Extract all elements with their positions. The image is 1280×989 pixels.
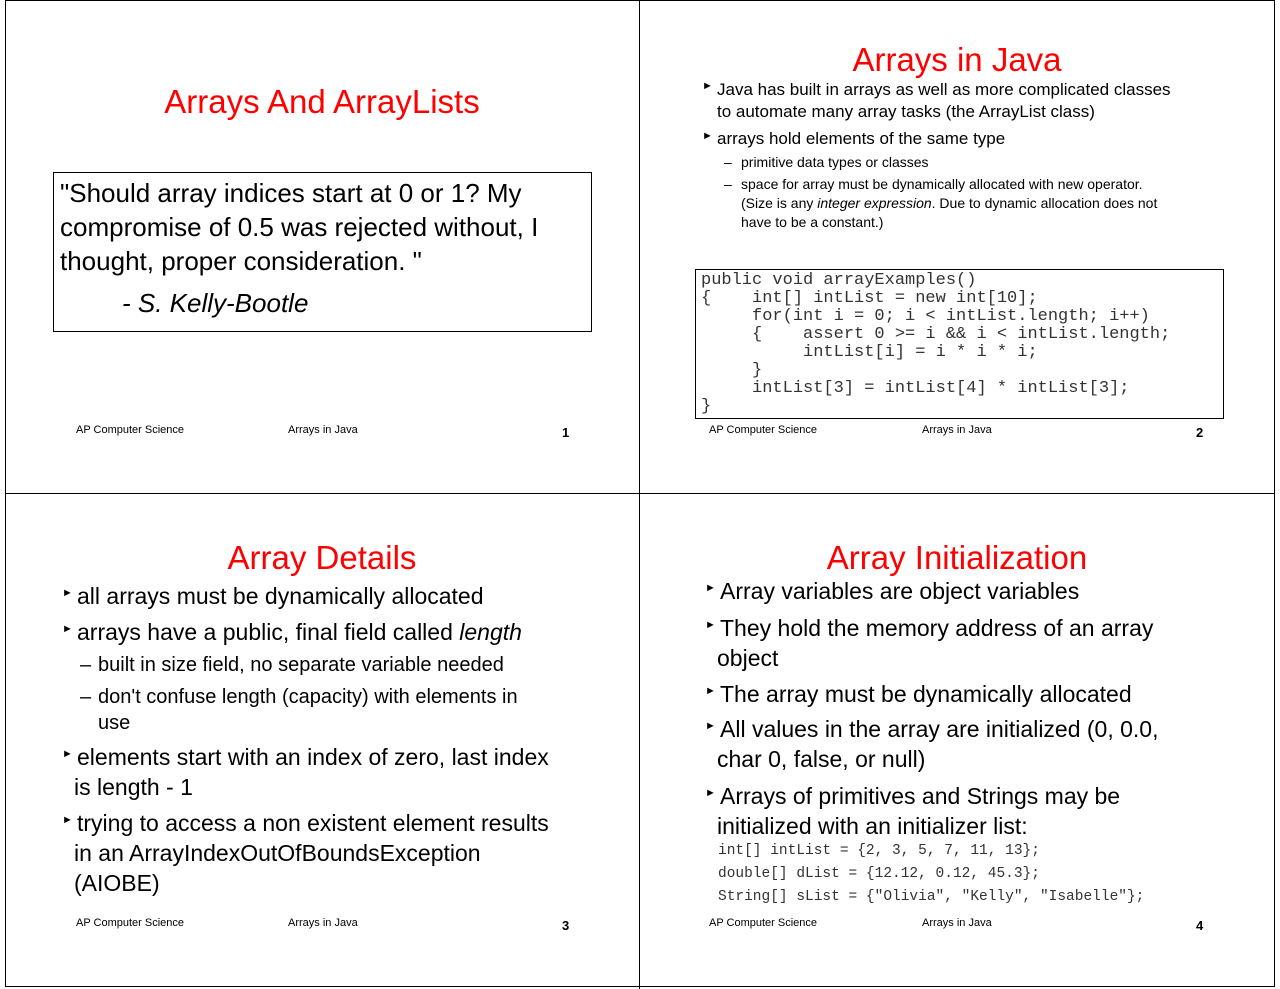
page-number: 1 xyxy=(562,425,570,440)
sub-bullet-text: primitive data types or classes xyxy=(741,154,929,170)
bullet-text: is length - 1 xyxy=(74,774,193,800)
slide-4-title: Array Initialization xyxy=(826,539,1088,576)
text-part: . Due to dynamic allocation does not xyxy=(931,195,1158,211)
bullet-text: elements start with an index of zero, last index xyxy=(77,744,549,770)
text-part: (Size is any xyxy=(741,195,818,211)
footer-topic: Arrays in Java xyxy=(288,424,358,436)
horizontal-divider xyxy=(5,493,1275,494)
bullet-arrow-icon: ► xyxy=(702,80,713,92)
slide-1-title: Arrays And ArrayLists xyxy=(164,83,480,120)
code-line: int[] intList = {2, 3, 5, 7, 11, 13}; xyxy=(718,843,1040,859)
page-number: 2 xyxy=(1196,425,1204,440)
footer-topic: Arrays in Java xyxy=(922,424,992,436)
sub-dash: – xyxy=(80,686,92,708)
bullet-arrow-icon: ► xyxy=(705,582,716,594)
bullet-text: trying to access a non existent element results xyxy=(77,810,549,836)
sub-bullet-text: built in size field, no separate variable needed xyxy=(98,654,504,676)
footer-course: AP Computer Science xyxy=(709,917,818,929)
bullet-arrow-icon: ► xyxy=(702,130,713,142)
code-line: double[] dList = {12.12, 0.12, 45.3}; xyxy=(718,866,1040,882)
quote-box xyxy=(53,172,592,332)
page-number: 3 xyxy=(562,918,570,933)
emphasis-text: length xyxy=(459,619,522,645)
bullet-text: in an ArrayIndexOutOfBoundsException xyxy=(74,840,481,866)
bullet-text: all arrays must be dynamically allocated xyxy=(77,583,484,609)
page-number: 4 xyxy=(1196,918,1204,933)
footer-course: AP Computer Science xyxy=(76,424,185,436)
bullet-text: They hold the memory address of an array xyxy=(720,615,1154,641)
code-block: public void arrayExamples() { int[] intList = new int[10]; for(int i = 0; i < intList.length; i++) { assert 0 >= i && i < intList.length; intList[i] = i * i * i; } intList[3] = intList[4] * intList[3]; } xyxy=(695,269,1224,419)
slide-3-title: Array Details xyxy=(227,539,417,576)
bullet-text: initialized with an initializer list: xyxy=(717,813,1028,839)
bullet-text: char 0, false, or null) xyxy=(717,746,926,772)
bullet-text: arrays hold elements of the same type xyxy=(717,129,1006,148)
bullet-arrow-icon: ► xyxy=(705,720,716,732)
sub-bullet-text: space for array must be dynamically allocated with new operator. xyxy=(741,176,1143,192)
footer-topic: Arrays in Java xyxy=(922,917,992,929)
bullet-arrow-icon: ► xyxy=(62,814,73,826)
sub-bullet-text: don't confuse length (capacity) with elements in xyxy=(98,686,518,708)
bullet-text: The array must be dynamically allocated xyxy=(720,681,1132,707)
sub-bullet-text: have to be a constant.) xyxy=(741,214,884,230)
sub-dash: – xyxy=(724,176,732,192)
bullet-arrow-icon: ► xyxy=(705,787,716,799)
sub-bullet-text xyxy=(741,195,1157,211)
bullet-arrow-icon: ► xyxy=(705,619,716,631)
bullet-text: Java has built in arrays as well as more complicated classes xyxy=(717,80,1171,99)
footer-course: AP Computer Science xyxy=(709,424,818,436)
bullet-text: Arrays of primitives and Strings may be xyxy=(720,783,1121,809)
bullet-text: (AIOBE) xyxy=(74,870,160,896)
vertical-divider xyxy=(639,0,640,989)
sub-dash: – xyxy=(724,154,732,170)
bullet-text: object xyxy=(717,645,779,671)
code-line: String[] sList = {"Olivia", "Kelly", "Isabelle"}; xyxy=(718,889,1145,905)
sub-dash: – xyxy=(80,654,92,676)
bullet-arrow-icon: ► xyxy=(62,623,73,635)
bullet-arrow-icon: ► xyxy=(62,587,73,599)
bullet-text: All values in the array are initialized (0, 0.0, xyxy=(720,716,1159,742)
footer-course: AP Computer Science xyxy=(76,917,185,929)
bullet-text xyxy=(77,619,522,646)
slide-2-title: Arrays in Java xyxy=(852,41,1062,78)
emphasis-text: integer expression xyxy=(817,195,932,211)
quote-line: compromise of 0.5 was rejected without, I xyxy=(60,212,539,242)
quote-attribution: - S. Kelly-Bootle xyxy=(122,288,309,318)
bullet-text: to automate many array tasks (the ArrayList class) xyxy=(717,102,1095,121)
bullet-arrow-icon: ► xyxy=(62,748,73,760)
footer-topic: Arrays in Java xyxy=(288,917,358,929)
text-part: arrays have a public, final field called xyxy=(77,619,460,645)
sub-bullet-text: use xyxy=(98,712,131,734)
bullet-arrow-icon: ► xyxy=(705,685,716,697)
quote-line: "Should array indices start at 0 or 1? My xyxy=(60,178,522,208)
bullet-text: Array variables are object variables xyxy=(720,578,1080,604)
quote-line: thought, proper consideration. " xyxy=(60,246,422,276)
